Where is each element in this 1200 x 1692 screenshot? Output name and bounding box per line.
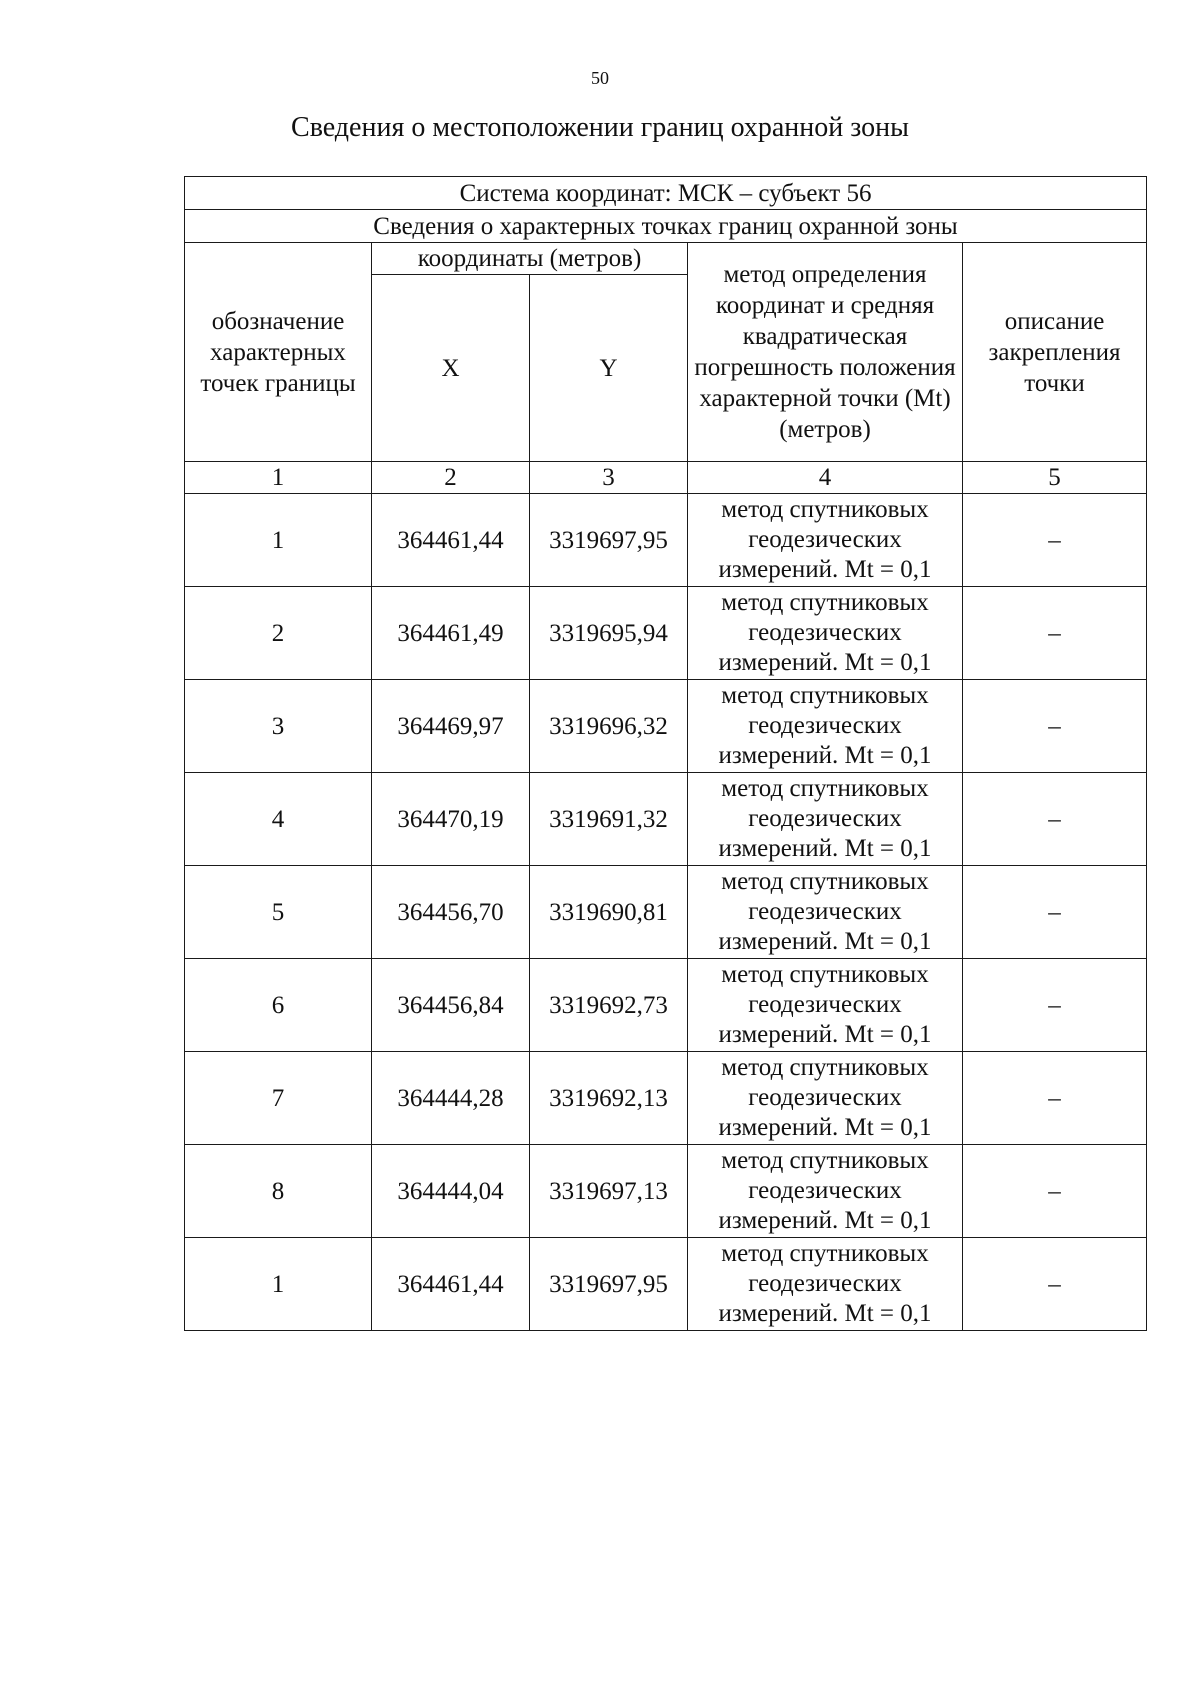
page-number: 50: [591, 68, 609, 88]
column-number: 4: [688, 462, 963, 494]
x-coordinate-cell: 364461,49: [372, 587, 530, 680]
table-row: [185, 773, 1147, 866]
method-cell: метод спутниковых геодезических измерений. Mt = 0,1: [688, 680, 963, 773]
y-coordinate-cell: 3319691,32: [530, 773, 688, 866]
x-coordinate-cell: 364469,97: [372, 680, 530, 773]
point-cell: 3: [185, 680, 372, 773]
x-coordinate-cell: 364444,28: [372, 1052, 530, 1145]
characteristic-points-info-row: [185, 210, 1147, 243]
header-designation: обозначение характерных точек границы: [185, 243, 372, 462]
header-coordinates: координаты (метров): [372, 243, 688, 275]
column-numbers-row: [185, 462, 1147, 494]
coordinates-table: [184, 176, 1147, 1331]
y-coordinate-cell: 3319695,94: [530, 587, 688, 680]
column-number: 5: [963, 462, 1147, 494]
column-number: 1: [185, 462, 372, 494]
fixing-description-cell: –: [963, 866, 1147, 959]
method-cell: метод спутниковых геодезических измерений. Mt = 0,1: [688, 866, 963, 959]
header-fixing: описание закрепления точки: [963, 243, 1147, 462]
point-cell: 2: [185, 587, 372, 680]
table-row: [185, 1238, 1147, 1331]
column-number: 3: [530, 462, 688, 494]
y-coordinate-cell: 3319697,95: [530, 494, 688, 587]
coordinates-table-container: [184, 176, 1146, 1331]
y-coordinate-cell: 3319692,73: [530, 959, 688, 1052]
fixing-description-cell: –: [963, 1145, 1147, 1238]
table-row: [185, 587, 1147, 680]
y-coordinate-cell: 3319690,81: [530, 866, 688, 959]
column-number: 2: [372, 462, 530, 494]
fixing-description-cell: –: [963, 959, 1147, 1052]
y-coordinate-cell: 3319692,13: [530, 1052, 688, 1145]
y-coordinate-cell: 3319697,95: [530, 1238, 688, 1331]
method-cell: метод спутниковых геодезических измерений. Mt = 0,1: [688, 1145, 963, 1238]
x-coordinate-cell: 364461,44: [372, 1238, 530, 1331]
x-coordinate-cell: 364444,04: [372, 1145, 530, 1238]
characteristic-points-info-cell: Сведения о характерных точках границ охранной зоны: [185, 210, 1147, 243]
point-cell: 5: [185, 866, 372, 959]
document-title: Сведения о местоположении границ охранной зоны: [291, 112, 909, 143]
header-y: Y: [530, 275, 688, 462]
x-coordinate-cell: 364456,84: [372, 959, 530, 1052]
point-cell: 1: [185, 1238, 372, 1331]
point-cell: 4: [185, 773, 372, 866]
method-cell: метод спутниковых геодезических измерений. Mt = 0,1: [688, 773, 963, 866]
fixing-description-cell: –: [963, 1238, 1147, 1331]
table-row: [185, 866, 1147, 959]
y-coordinate-cell: 3319697,13: [530, 1145, 688, 1238]
header-x: X: [372, 275, 530, 462]
fixing-description-cell: –: [963, 773, 1147, 866]
x-coordinate-cell: 364461,44: [372, 494, 530, 587]
y-coordinate-cell: 3319696,32: [530, 680, 688, 773]
fixing-description-cell: –: [963, 587, 1147, 680]
table-row: [185, 1052, 1147, 1145]
fixing-description-cell: –: [963, 1052, 1147, 1145]
point-cell: 6: [185, 959, 372, 1052]
fixing-description-cell: –: [963, 680, 1147, 773]
point-cell: 1: [185, 494, 372, 587]
coordinate-system-row: [185, 177, 1147, 210]
method-cell: метод спутниковых геодезических измерений. Mt = 0,1: [688, 959, 963, 1052]
method-cell: метод спутниковых геодезических измерений. Mt = 0,1: [688, 587, 963, 680]
coordinate-system-cell: Система координат: МСК – субъект 56: [185, 177, 1147, 210]
method-cell: метод спутниковых геодезических измерений. Mt = 0,1: [688, 494, 963, 587]
point-cell: 7: [185, 1052, 372, 1145]
table-row: [185, 1145, 1147, 1238]
x-coordinate-cell: 364456,70: [372, 866, 530, 959]
table-row: [185, 494, 1147, 587]
method-cell: метод спутниковых геодезических измерений. Mt = 0,1: [688, 1238, 963, 1331]
fixing-description-cell: –: [963, 494, 1147, 587]
header-row: [185, 243, 1147, 275]
table-row: [185, 680, 1147, 773]
header-method: метод определения координат и средняя квадратическая погрешность положения характерной точки (Mt) (метров): [688, 243, 963, 462]
point-cell: 8: [185, 1145, 372, 1238]
table-row: [185, 959, 1147, 1052]
x-coordinate-cell: 364470,19: [372, 773, 530, 866]
method-cell: метод спутниковых геодезических измерений. Mt = 0,1: [688, 1052, 963, 1145]
